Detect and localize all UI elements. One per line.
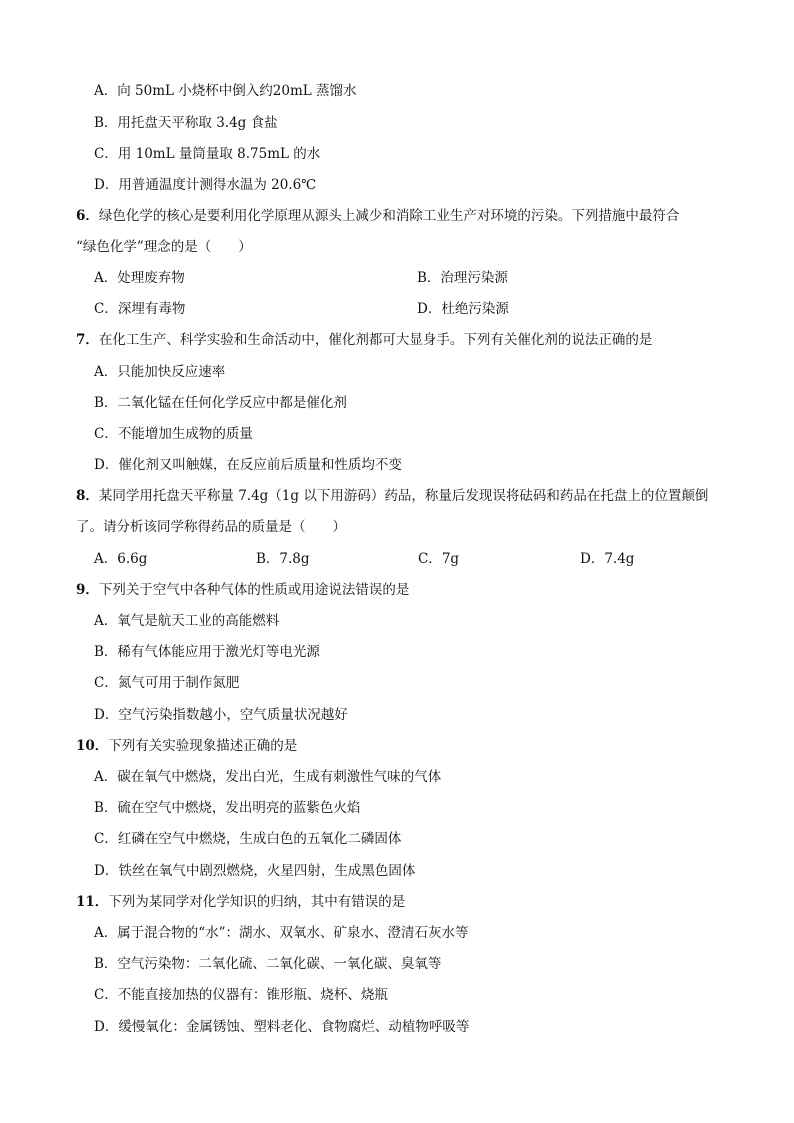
q5-option-b: B．用托盘天平称取 3.4g 食盐 (94, 115, 278, 131)
q7-option-a: A．只能加快反应速率 (94, 364, 226, 380)
q10-option-a: A．碳在氧气中燃烧，发出白光，生成有刺激性气味的气体 (94, 769, 442, 785)
q9-stem (76, 580, 409, 600)
q6-option-c: C．深埋有毒物 (94, 301, 186, 317)
q9-number: 9． (76, 582, 99, 598)
q9-stem-text: 下列关于空气中各种气体的性质或用途说法错误的是 (98, 582, 410, 598)
q11-stem (76, 892, 405, 912)
q6-option-b: B．治理污染源 (417, 270, 508, 286)
q11-option-d: D．缓慢氧化：金属锈蚀、塑料老化、食物腐烂、动植物呼吸等 (94, 1019, 470, 1035)
q5-option-a: A．向 50mL 小烧杯中倒入约20mL 蒸馏水 (94, 83, 357, 99)
q6-option-a: A．处理废弃物 (94, 270, 185, 286)
q9-option-d: D．空气污染指数越小，空气质量状况越好 (94, 707, 348, 723)
q8-option-b: B．7.8g (256, 551, 310, 567)
q7-option-c: C．不能增加生成物的质量 (94, 426, 253, 442)
q10-option-b: B．硫在空气中燃烧，发出明亮的蓝紫色火焰 (94, 800, 361, 816)
q6-stem-text1: 绿色化学的核心是要利用化学原理从源头上减少和消除工业生产对环境的污染。下列措施中最符合 (98, 208, 680, 224)
q5-option-c: C．用 10mL 量筒量取 8.75mL 的水 (94, 146, 321, 162)
q11-stem-text: 下列为某同学对化学知识的归纳，其中有错误的是 (108, 894, 406, 910)
q8-stem-text1: 某同学用托盘天平称量 7.4g（1g 以下用游码）药品，称量后发现误将砝码和药品在托盘上的位置颠倒 (98, 488, 709, 504)
q9-option-a: A．氧气是航天工业的高能燃料 (94, 613, 280, 629)
q10-stem-text: 下列有关实验现象描述正确的是 (108, 738, 298, 754)
q10-stem (76, 736, 297, 756)
q6-option-d: D．杜绝污染源 (417, 301, 509, 317)
q5-option-d: D．用普通温度计测得水温为 20.6℃ (94, 177, 317, 193)
q10-option-c: C．红磷在空气中燃烧，生成白色的五氧化二磷固体 (94, 831, 402, 847)
q8-number: 8． (76, 488, 99, 504)
q10-option-d: D．铁丝在氧气中剧烈燃烧，火星四射，生成黑色固体 (94, 863, 416, 879)
q8-stem-line1 (76, 486, 708, 506)
q8-stem-line2: 了。请分析该同学称得药品的质量是（ ） (76, 519, 346, 535)
q11-option-c: C．不能直接加热的仪器有：锥形瓶、烧杯、烧瓶 (94, 987, 388, 1003)
q11-option-a: A．属于混合物的“水”：湖水、双氧水、矿泉水、澄清石灰水等 (94, 925, 469, 941)
q11-number: 11． (76, 894, 109, 910)
q7-stem-text: 在化工生产、科学实验和生命活动中，催化剂都可大显身手。下列有关催化剂的说法正确的是 (98, 332, 653, 348)
q6-number: 6． (76, 208, 99, 224)
q8-option-d: D．7.4g (580, 551, 635, 567)
q6-stem-line1 (76, 206, 679, 226)
q9-option-b: B．稀有气体能应用于激光灯等电光源 (94, 644, 320, 660)
q7-option-b: B．二氧化锰在任何化学反应中都是催化剂 (94, 395, 347, 411)
q9-option-c: C．氮气可用于制作氮肥 (94, 675, 240, 691)
q8-option-a: A．6.6g (94, 551, 148, 567)
q7-stem (76, 330, 652, 350)
q6-stem-line2: “绿色化学”理念的是（ ） (76, 239, 252, 255)
q8-option-c: C．7g (418, 551, 460, 567)
q10-number: 10． (76, 738, 109, 754)
q11-option-b: B．空气污染物：二氧化硫、二氧化碳、一氧化碳、臭氧等 (94, 956, 442, 972)
q7-number: 7． (76, 332, 99, 348)
q7-option-d: D．催化剂又叫触媒，在反应前后质量和性质均不变 (94, 457, 402, 473)
